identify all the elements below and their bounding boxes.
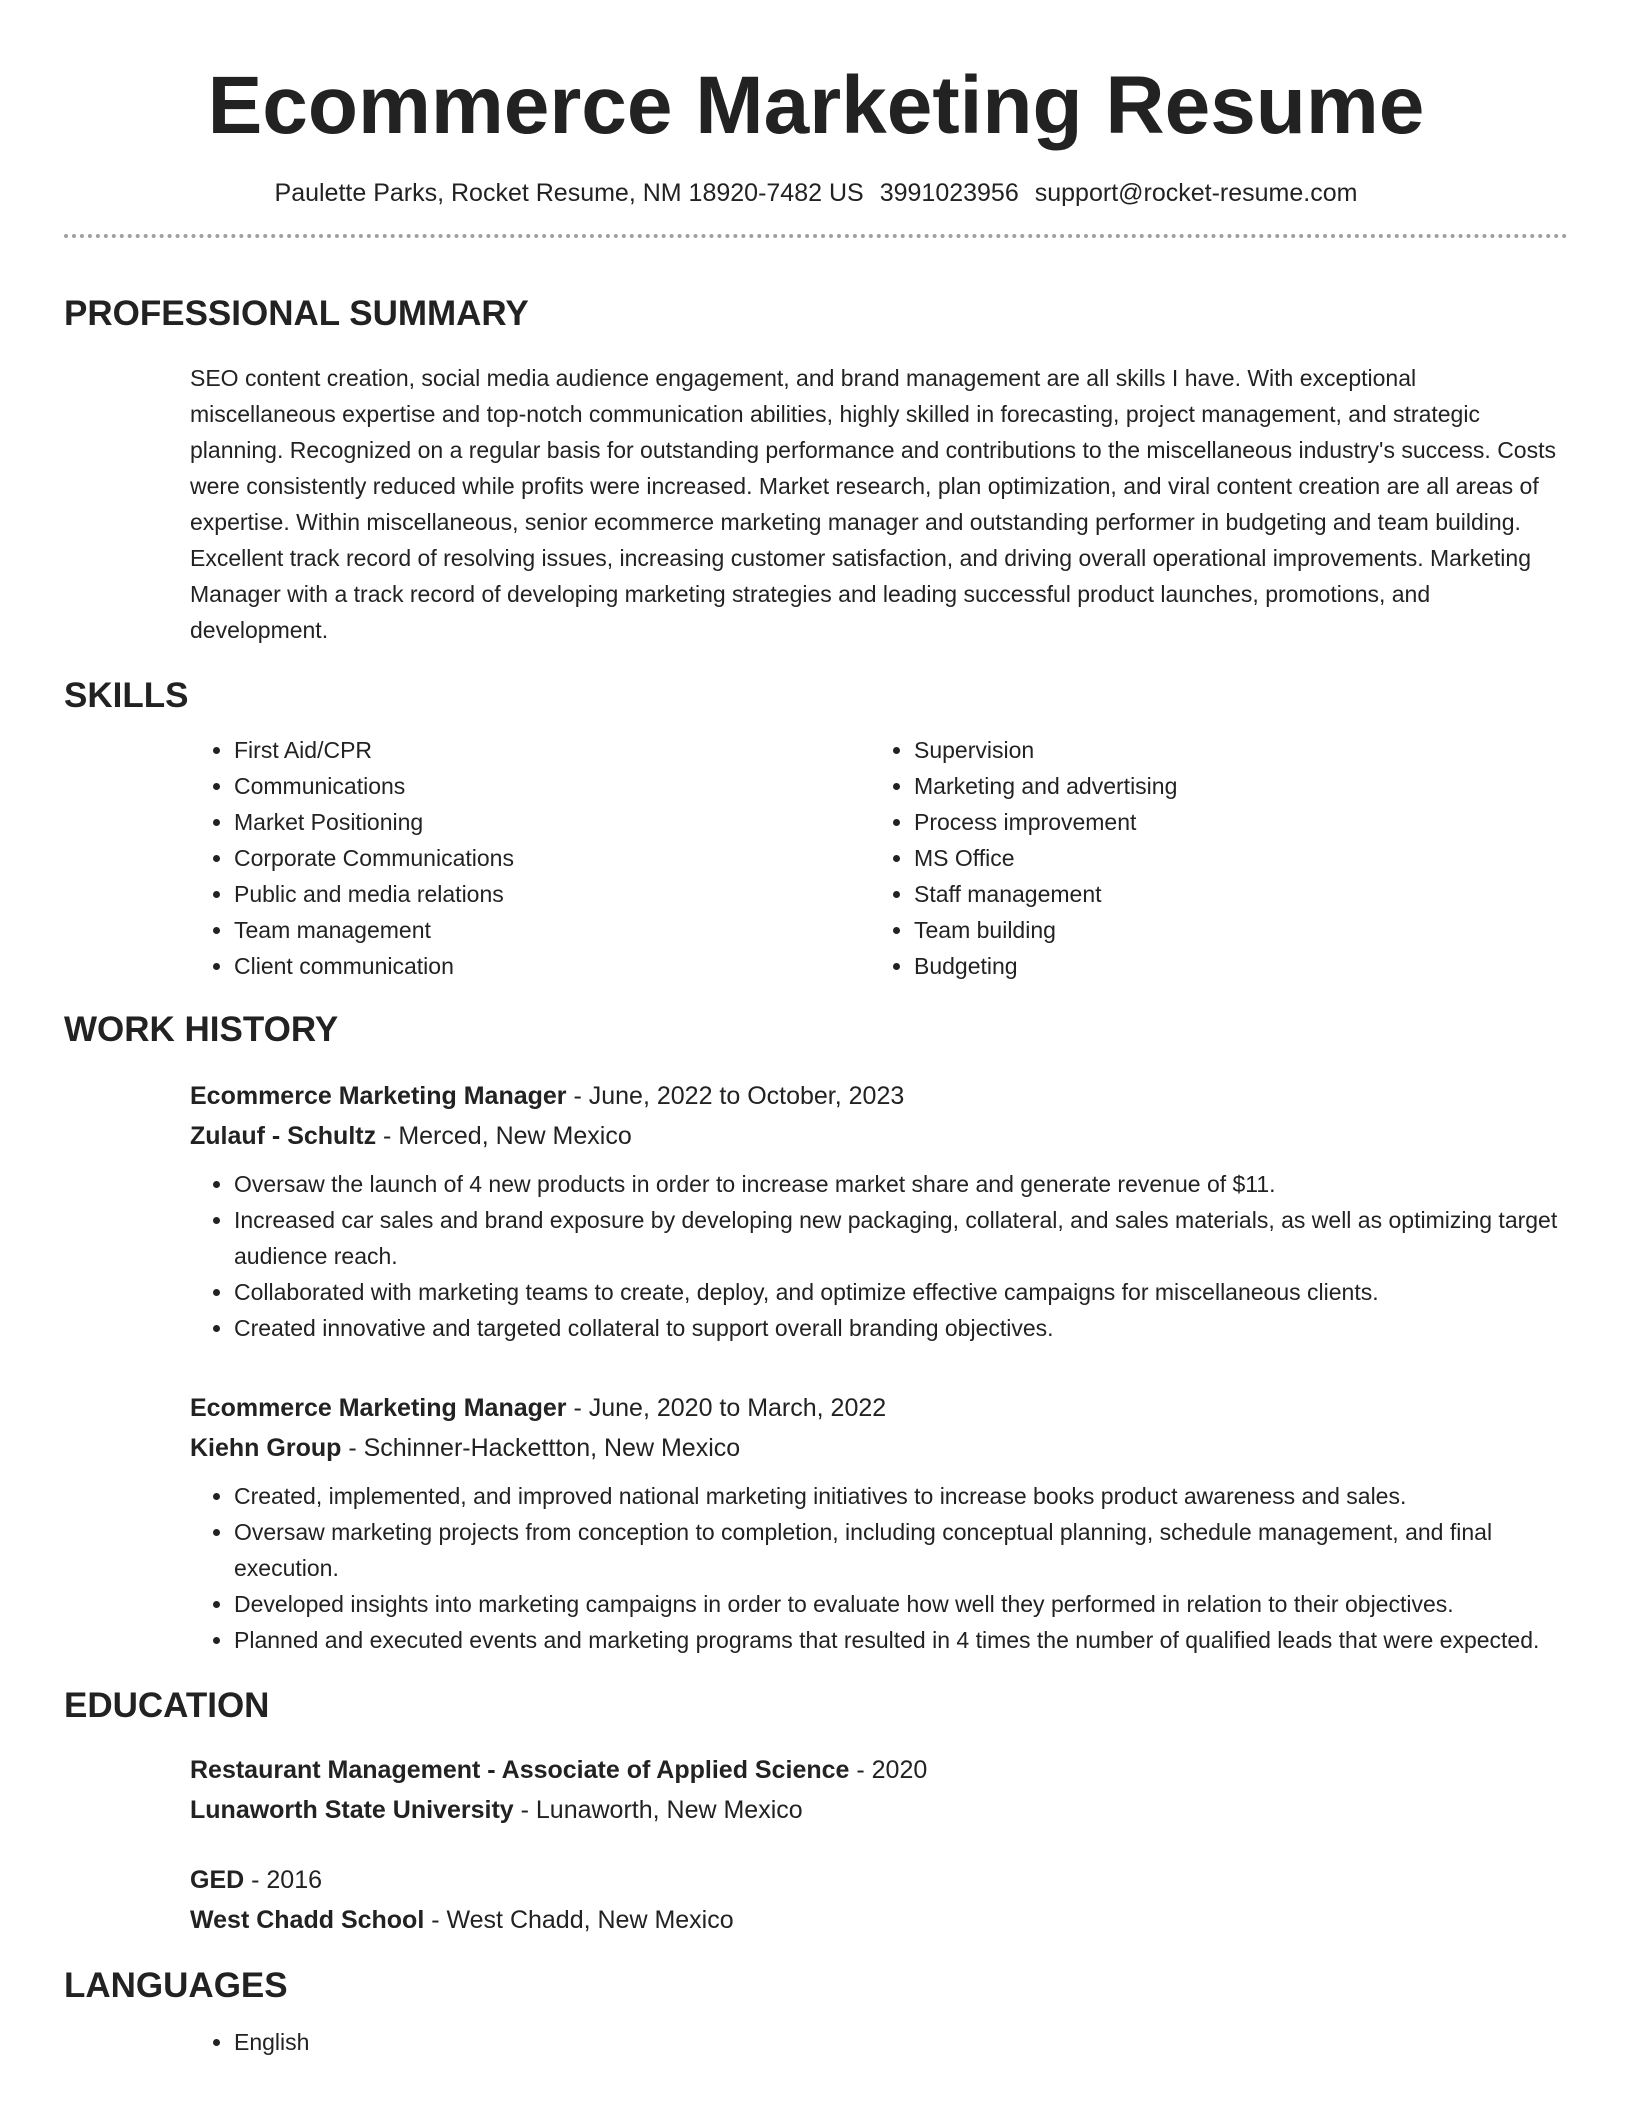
job-bullet: • Oversaw the launch of 4 new products in order to increase market share and generate revenue of $11. (234, 1166, 1568, 1202)
resume-title: Ecommerce Marketing Resume (207, 60, 1425, 151)
job-bullet: • Oversaw marketing projects from conception to completion, including conceptual planning, schedule management, and final execution. (234, 1514, 1568, 1586)
job-bullet: • Collaborated with marketing teams to create, deploy, and optimize effective campaigns for miscellaneous clients. (234, 1274, 1568, 1310)
job-bullet: • Created, implemented, and improved national marketing initiatives to increase books product awareness and sales. (234, 1478, 1568, 1514)
education-degree-line (190, 1750, 1568, 1790)
education-location: - West Chadd, New Mexico (424, 1906, 734, 1934)
header-divider (64, 234, 1568, 238)
contact-email: support@rocket-resume.com (1034, 179, 1358, 207)
skill-item: • Client communication (234, 948, 870, 984)
job-title-line (190, 1388, 1568, 1428)
education-year: - 2020 (849, 1756, 928, 1784)
education-school-line (190, 1900, 1568, 1940)
job-location: - Merced, New Mexico (376, 1122, 632, 1150)
summary-body (190, 360, 1568, 648)
job-entry (190, 1388, 1568, 1658)
education-school: West Chadd School (190, 1906, 425, 1934)
job-dates: - June, 2022 to October, 2023 (566, 1082, 905, 1110)
languages-section (64, 1966, 1568, 2060)
languages-list (190, 2024, 1568, 2060)
summary-heading: PROFESSIONAL SUMMARY (64, 294, 529, 333)
skills-column-left (190, 732, 870, 984)
job-title-line (190, 1076, 1568, 1116)
job-bullet: • Planned and executed events and marketing programs that resulted in 4 times the number of qualified leads that were expected. (234, 1622, 1568, 1658)
education-entry (190, 1860, 1568, 1940)
job-bullets (190, 1166, 1568, 1346)
contact-address: Paulette Parks, Rocket Resume, NM 18920-7482 US (274, 179, 864, 207)
job-entry (190, 1076, 1568, 1346)
job-bullet: • Developed insights into marketing campaigns in order to evaluate how well they performed in relation to their objectives. (234, 1586, 1568, 1622)
skills-section (64, 676, 1568, 984)
skill-item: • Process improvement (914, 804, 1550, 840)
skills-column-right (870, 732, 1550, 984)
skill-item: • First Aid/CPR (234, 732, 870, 768)
contact-line (64, 178, 1568, 208)
skill-item: • Supervision (914, 732, 1550, 768)
job-bullets (190, 1478, 1568, 1658)
skill-item: • Market Positioning (234, 804, 870, 840)
education-degree: Restaurant Management - Associate of Applied Science (190, 1756, 850, 1784)
skills-heading: SKILLS (64, 676, 189, 715)
job-dates: - June, 2020 to March, 2022 (566, 1394, 887, 1422)
education-entry (190, 1750, 1568, 1830)
job-location: - Schinner-Hackettton, New Mexico (341, 1434, 741, 1462)
skill-item: • Staff management (914, 876, 1550, 912)
job-bullet: • Created innovative and targeted collateral to support overall branding objectives. (234, 1310, 1568, 1346)
job-company: Kiehn Group (190, 1434, 342, 1462)
education-year: - 2016 (244, 1866, 323, 1894)
skill-item: • MS Office (914, 840, 1550, 876)
education-location: - Lunaworth, New Mexico (513, 1796, 803, 1824)
job-title: Ecommerce Marketing Manager (190, 1082, 567, 1110)
work-history-heading: WORK HISTORY (64, 1010, 339, 1049)
job-company-line (190, 1428, 1568, 1468)
skill-item: • Corporate Communications (234, 840, 870, 876)
job-bullet: • Increased car sales and brand exposure by developing new packaging, collateral, and sales materials, as well as optimizing target audience reach. (234, 1202, 1568, 1274)
work-history-section (64, 1010, 1568, 1658)
languages-heading: LANGUAGES (64, 1966, 288, 2005)
contact-phone: 3991023956 (879, 179, 1019, 207)
job-company-line (190, 1116, 1568, 1156)
education-school-line (190, 1790, 1568, 1830)
skill-item: • Communications (234, 768, 870, 804)
education-degree: GED (190, 1866, 245, 1894)
resume-page (64, 0, 1568, 2060)
skill-item: • Team management (234, 912, 870, 948)
education-degree-line (190, 1860, 1568, 1900)
education-school: Lunaworth State University (190, 1796, 514, 1824)
skill-item: • Public and media relations (234, 876, 870, 912)
summary-text: SEO content creation, social media audience engagement, and brand management are all skills I have. With exceptional miscellaneous expertise and top-notch communication abilities, highly skilled in forecasting, project management, and strategic planning. Recognized on a regular basis for outstanding performance and contributions to the miscellaneous industry's success. Costs were consistently reduced while profits were increased. Market research, plan optimization, and viral content creation are all areas of expertise. Within miscellaneous, senior ecommerce marketing manager and outstanding performer in budgeting and team building. Excellent track record of resolving issues, increasing customer satisfaction, and driving overall operational improvements. Marketing Manager with a track record of developing marketing strategies and leading successful product launches, promotions, and development. (190, 365, 1556, 643)
job-title: Ecommerce Marketing Manager (190, 1394, 567, 1422)
skill-item: • Marketing and advertising (914, 768, 1550, 804)
job-company: Zulauf - Schultz (190, 1122, 377, 1150)
education-heading: EDUCATION (64, 1686, 270, 1725)
skill-item: • Budgeting (914, 948, 1550, 984)
education-section (64, 1686, 1568, 1940)
skill-item: • Team building (914, 912, 1550, 948)
skills-list (190, 732, 1568, 984)
summary-section (64, 294, 1568, 648)
language-item: • English (234, 2024, 1568, 2060)
